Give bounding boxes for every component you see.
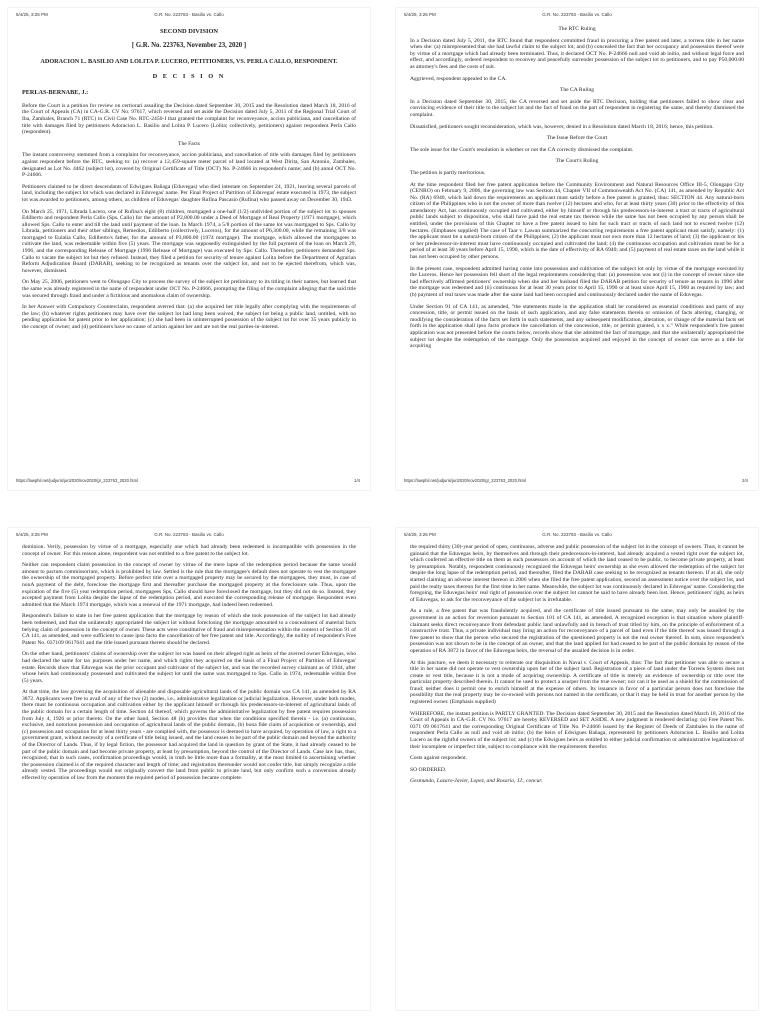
section-heading-rtc: The RTC Ruling (558, 26, 596, 32)
header-title: G.R. No. 223763 - Basilio vs. Callo (542, 12, 612, 17)
section-heading-issue: The Issue Before the Court (546, 135, 608, 142)
paragraph: At the time respondent filed her free patent application before the Community Environment and Natural Resources Office III-5, Olongapo City (CENRO) on February 9, 2006, the governing law was Section 44, Chapter VII of Commonwealth Act No. (CA) 141, as amended by Republic Act No. (RA) 6940, which laid down the requirements an applicant must satisfy before a free patent is granted, thus: SECTION 44. Any natural-born citizen of the Philippines who is not the owner of more than twelve (12) hectares and who, for at least thirty years (30) prior to the effectivity of this amendatory Act, has continuously occupied and cultivated, either by himself or through his predecessors-in-interest a tract or tracts of agricultural public lands subject to disposition, who shall have paid the real estate tax thereon while the same has not been occupied by any person shall be entitled, under the provisions of this Chapter to have a free patent issued to him for such tract or tracts of such land not to exceed twelve (12) hectares. (Emphases supplied) The case of Taar v. Lawan summarized the concurring requirements a free patent applicant must satisfy, namely: (1) the applicant must be a natural-born citizen of the Philippines; (2) the applicant must not own more than 12 hectares of land; (3) the applicant or his or her predecessor-in-interest must have continuously occupied and cultivated the land; (4) the continuous occupation and cultivation must be for a period of at least 30 years before April 15, 1990, which is the date of effectivity of RA 6940; and (5) payment of real estate taxes on the land while it has not been occupied by other persons. (410, 181, 744, 261)
section-heading-facts: The Facts (178, 140, 200, 147)
page-body (410, 24, 744, 476)
concurrence: Gesmundo, Lazaro-Javier, Lopez, and Rosario, JJ., concur. (410, 778, 543, 785)
page-body (22, 544, 356, 996)
paragraph: WHEREFORE, the instant petition is PARTLY GRANTED. The Decision dated September 30, 2015 and the Resolution dated March 18, 2016 of the Court of Appeals in CA-G.R. CV No. 97617 are hereby REVERSED and SET ASIDE. A new judgment is rendered declaring: (a) Free Patent No. 0371 09 0617641 and the corresponding Original Certificate of Title No. P-24666 issued by the Register of Deeds of Zambales in the name of respondent Perla Callo as null and void ab initio; (b) the heirs of Edwigues Bañaga, represented by petitioners Adoracion L. Basilio and Lolita Lucero as the rightful owners of the subject lot; and (c) the Edwigues heirs as entitled to either judicial confirmation or administrative legalization of their incomplete or imperfect title, subject to compliance with the requirements therefor. (410, 710, 745, 750)
footer-url[interactable]: https://lawphil.net/judjuris/juri2020/nov2020/gr_223763_2020.html (16, 478, 138, 483)
footer-url[interactable]: https://lawphil.net/judjuris/juri2020/nov2020/gr_223763_2020.html (404, 478, 526, 483)
header-title: G.R. No. 223763 - Basilio vs. Callo (542, 532, 612, 537)
paragraph: The instant controversy stemmed from a complaint for reconveyance, accion publiciana, and cancellation of title with damages filed by petitioners against respondent before the RTC, seeking to: (a) recover a 12,459-square meter parcel of land located at West Dirita, San Antonio, Zambales, designated as Lot No. 4462 (subject lot), covered by Original Certificate of Title (OCT) No. P-24666 in respondent's name; and (b) annul OCT No. P-24666. (22, 152, 356, 179)
paragraph: Petitioners claimed to be direct descendants of Edwigues Bañaga (Eduvegas) who died intestate on September 24, 1921, leaving several parcels of land, including the subject lot which was declared in Eduvegas' name. Per Final Project of Partition of Eduvegas' estate executed in 1973, the subject lot was awarded to petitioners, among others, as children of Eduvegas' daughter Rufina Pascasio (Rufina) who passed away on December 30, 1943. (22, 183, 356, 203)
paragraph: At this juncture, we deem it necessary to reiterate our disquisition in Naval v. Court of Appeals, thus: The fact that petitioner was able to secure a title in her name did not operate to vest ownership upon her of the subject land. Registration of a piece of land under the Torrens System does not create or vest title, because it is not a mode of acquiring ownership. A certificate of title is merely an evidence of ownership or title over the particular property described therein. It cannot be used to protect a usurper from the true owner; nor can it be used as a shield for the commission of fraud; neither does it permit one to enrich himself at the expense of others. Its issuance in favor of a particular person does not foreclose the possibility that the real property may be co-owned with persons not named in the certificate, or that it may be held in trust for another person by the registered owner. (Emphasis supplied) (410, 659, 744, 706)
paragraph: Dissatisfied, petitioners sought reconsideration, which was, however, denied in a Resolution dated March 18, 2016; hence, this petition. (410, 123, 714, 130)
document-page-1 (8, 8, 370, 490)
document-page-2 (396, 8, 758, 490)
header-timestamp: 5/4/25, 3:25 PM (404, 532, 436, 537)
paragraph: On March 25, 1971, Librada Lucero, one of Rufina's eight (8) children, mortgaged a one-half (1/2) undivided portion of the subject lot to spouses Edilberto and respondent Perla Callo (Sps. Callo) for the amount of P2,800.00 under a Deed of Mortgage of Real Property (1971 mortgage), which allowed Sps. Callo to enter and till the land until payment of the loan. In March 1974, a 5/8 portion of the same lot was mortgaged to Sps. Callo by Librada, petitioners and their other siblings, Remedios, Edilberto (collectively, Luceros), for the amount of P6,300.00, while the remaining 3/8 was mortgaged to Eulalia Callo, Edilberto's father, for the amount of P3,800.00 (1974 mortgage). The mortgage, which allowed the mortgagees to cultivate the land, was redeemable within five (5) years. The mortgage was supposedly extinguished by the full payment of the loan on March 29, 1996, and the corresponding Release of Mortgage (1996 Release of Mortgage) was executed by Sps. Callo. Thereafter, petitioners demanded Sps. Callo to vacate the subject lot but they refused. Instead, they filed a petition for security of tenure against Lolita before the Department of Agrarian Reform Adjudication Board (DARAB), seeking to be recognized as tenants over the subject lot, and not to be ejected therefrom, which was, however, dismissed. (22, 208, 356, 274)
section-heading-court: The Court's Ruling (555, 158, 599, 165)
page-body (22, 24, 356, 476)
page-footer (396, 478, 758, 486)
division-heading: SECOND DIVISION (159, 28, 219, 35)
page-footer (8, 478, 370, 486)
header-title: G.R. No. 223763 - Basilio vs. Callo (154, 532, 224, 537)
paragraph: At that time, the law governing the acquisition of alienable and disposable agricultural lands of the public domain was CA 141, as amended by RA 3872. Applicants were free to avail of any of the two (2) modes, i.e., administrative legalization or judicial legalization. However, under both modes, there must be continuous occupation and cultivation either by the applicant himself or through his predecessors-in-interest of agricultural lands of the public domain for a certain length of time. Section 44 thereof, which governs the administrative legalization by free patent requires possession from July 4, 1926 or prior thereto. On the other hand, Section 48 (b) provides that when the conditions specified therein - i.e. (a) continuous, exclusive, and notorious possession and occupation of agricultural lands of the public domain, (b) bona fide claim of acquisition or ownership, and (c) possession and occupation for at least thirty years - are complied with, the possessor is deemed to have acquired, by operation of law, a right to a government grant, without necessity of a certificate of title being issued, and the land ceases to be part of the public domain and beyond the authority of the Director of Lands. Thus, if by legal fiction, the possessor had acquired the land in question by grant of the State, it had already ceased to be part of the public domain and had become private property, at least by presumption, beyond the control of the Director of Lands. Case law has, thus, recognized, that in such cases, confirmation proceedings would, in truth be little more than a formality, at the most limited to ascertaining whether the possession claimed is of the required character and length of time; and registration thereunder would not confer title, but simply recognize a title already vested. The proceedings would not originally convert the land from public to private land, but only confirm such a conversion already effected by operation of law from the moment the required period of possession became complete. (22, 689, 356, 781)
paragraph: On May 25, 2006, petitioners went to Olongapo City to process the survey of the subject lot preliminary to its titling in their names, but learned that the same was already registered in the name of respondent under OCT No. P-24666, prompting the filing of the complaint alleging that the said title was secured through fraud and under a fictitious and anomalous claim of ownership. (22, 279, 356, 299)
header-timestamp: 5/4/25, 3:25 PM (16, 12, 48, 17)
document-page-3 (8, 528, 370, 1010)
paragraph: Aggrieved, respondent appealed to the CA. (410, 75, 507, 82)
paragraph: The sole issue for the Court's resolution is whether or not the CA correctly dismissed the complaint. (410, 146, 634, 153)
paragraph: On the other hand, petitioners' claims of ownership over the subject lot was based on their alleged right as heirs of the averred owner Eduvegas, who had declared the same for tax purposes under her name, and which rights they acquired on the basis of a Final Project of Partition of Eduvegas' estate. Records show that Eduvegas was the prior occupant and cultivator of the subject lot, and was the recorded survey claimant as of 1944, after whose heirs had continuously possessed and cultivated the subject lot until the same was mortgaged to Sps. Callo in 1974, redeemable within five (5) years. (22, 651, 356, 684)
paragraph: dominion. Verily, possession by virtue of a mortgage, especially one which had already been redeemed is incompatible with possession in the concept of owner. For this reason alone, respondent was not entitled to a free patent to the subject lot. (22, 544, 356, 557)
paragraph: Under Section 91 of CA 141, as amended, "the statements made in the application shall be considered as essential conditions and parts of any concession, title, or permit issued on the basis of such application, and any false statements therein or omission of facts altering, changing, or modifying the consideration of the facts set forth in such statements, and any subsequent modification, alteration, or change of the material facts set forth in the application shall ipso facto produce the cancellation of the concession, title, or permit granted, x x x." While respondent's free patent application was not presented before the courts below, records show that she admitted the fact of mortgage, and that she unilaterally appropriated the subject lot despite the redemption of the mortgage. Only the possession acquired and enjoyed in the concept of owner can serve as a title for acquiring (410, 303, 744, 350)
header-timestamp: 5/4/25, 3:25 PM (404, 12, 436, 17)
case-parties: ADORACION L. BASILIO AND LOLITA P. LUCERO, PETITIONERS, VS. PERLA CALLO, RESPONDENT. (40, 58, 338, 66)
ponente: PERLAS-BERNABE, J.: (22, 89, 89, 97)
section-heading-ca: The CA Ruling (559, 87, 595, 94)
page-header (396, 12, 758, 21)
paragraph: Respondent's failure to state in her free patent application that the mortgage by reason of which she took possession of the subject lot had already been redeemed, and that she unilaterally appropriated the subject lot without foreclosing the mortgage amounted to a concealment of material facts belying claim of possession in the concept of owner. These acts were constitutive of fraud and misrepresentation within the context of Section 91 of CA 141, as amended, and were sufficient to cause ipso facto the cancellation of her free patent and title. Accordingly, the nullity of respondent's Free Patent No. 037109 0617641 and the title issued pursuant thereto should be declared. (22, 613, 356, 646)
paragraph: The petition is partly meritorious. (410, 169, 486, 176)
paragraph: In the present case, respondent admitted having come into possession and cultivation of the subject lot only by virtue of the mortgage executed by the Luceros. Hence her possession fell short of the legal requirements considering that: (a) possession was not (i) in the concept of owner since she had effectively affirmed petitioners' ownership when she and her husband filed the DARAB petition for security of tenure as tenants in 1996 after the mortgage was redeemed and (ii) continuous for at least 30 years prior to April 15, 1990 or at least since April 15, 1960 as required by law; and (b) payment of real taxes was made after the same land had been occupied and continuously declared under the name of Eduvegas. (410, 265, 744, 298)
paragraph: In a Decision dated July 5, 2011, the RTC found that respondent committed fraud in procuring a free patent and later, a torrens title in her name when she: (a) misrepresented that she had lawful claim to the subject lot; and (b) concealed the fact that her occupancy and possession thereof were by virtue of a mortgage which had already been terminated. Thus, it declared OCT No. P-24666 null and void ab initio, and without legal force and effect, and accordingly, ordered respondent to reconvey and peacefully surrender possession of the subject lot to petitioners, and to pay P50,000.00 as attorney's fees and the costs of suit. (410, 37, 744, 70)
header-title: G.R. No. 223763 - Basilio vs. Callo (154, 12, 224, 17)
paragraph: As a rule, a free patent that was fraudulently acquired, and the certificate of title issued pursuant to the same, may only be assailed by the government in an action for reversion pursuant to Section 101 of CA 141, as amended. A recognized exception is that situation where plaintiff-claimant seeks direct reconveyance from defendant public land unlawfully and in breach of trust titled by him, on the principle of enforcement of a constructive trust. Thus, a private individual may bring an action for reconveyance of a parcel of land even if the title thereof was issued through a free patent to show that the person who secured the registration of the questioned property is not the real owner thereof. In sum, since respondent's possession was not shown to be in the concept of an owner, and that the land applied for had ceased to be part of the public domain by reason of the operation of RA 3872 in favor of the Eduvegas heirs, the reversal of the assailed decision is in order. (410, 608, 744, 654)
paragraph: SO ORDERED. (410, 766, 447, 773)
paragraph: Neither can respondent claim possession in the concept of owner by virtue of the mere lapse of the redemption period because the same would amount to pactum commissorium, which is prohibited by law. Settled is the rule that the mortgagee's default does not operate to vest the mortgagee the ownership of the mortgaged property. Before perfect title over a mortgaged property may be secured by the mortgagees, they must, in case of nonA payment of the debt, foreclose the mortgage first and thereafter purchase the mortgaged property at the foreclosure sale. Thus, upon the expiration of the five (5) year redemption period, mortgagees Sps. Callo should have foreclosed the mortgage, but they did not do so. Instead, they accepted payment from Lolita despite the lapse of the redemption period, and executed the corresponding release of mortgage. Respondent even admitted that the March 1974 mortgage, which was a renewal of the 1971 mortgage, had indeed been redeemed. (22, 562, 356, 608)
paragraph: In a Decision dated September 30, 2015, the CA reversed and set aside the RTC Decision, holding that petitioners failed to show clear and convincing evidence of their title to the subject lot and the fact of fraud on the part of respondent in registering the same, and thereby dismissed the complaint. (410, 98, 744, 118)
case-number: [ G.R. No. 223763, November 23, 2020 ] (131, 41, 247, 49)
header-timestamp: 5/4/25, 3:25 PM (16, 532, 48, 537)
page-header (8, 12, 370, 21)
page-number: 1/4 (354, 478, 360, 483)
paragraph: Before the Court is a petition for review on certiorari assailing the Decision dated September 30, 2015 and the Resolution dated March 18, 2016 of the Court of Appeals (CA) in CA-G.R. CV No. 97617, which reversed and set aside the Decision dated July 5, 2011 of the Regional Trial Court of Iba, Zambales, Branch 71 (RTC) in Civil Case No. RTC-2450-I that granted the complaint for reconveyance, accion publiciana, and cancellation of title with damages filed by petitioners Adoracion L. Basilio and Lolita P. Lucero (Lolita; collectively, petitioners) against respondent Perla Callo (respondent). (22, 102, 356, 136)
page-header (8, 532, 370, 541)
page-body (410, 544, 744, 996)
paragraph: In her Answer with Compulsory Counterclaim, respondent averred that: (a) she acquired her title legally after complying with the requirements of the law; (b) whatever rights petitioners may have over the subject lot had long been waived, the subject lot being a public land, untitled, with no pending application for patent prior to her application; (c) she had been in uninterrupted possession of the subject lot for over 35 years publicly in the concept of owner; and (d) petitioners have no cause of action against her and are not the real parties-in-interest. (22, 304, 356, 330)
paragraph: Costs against respondent. (410, 755, 468, 762)
page-header (396, 532, 758, 541)
page-number: 2/4 (742, 478, 748, 483)
decision-heading: D E C I S I O N (152, 72, 226, 80)
paragraph: the required thirty (30)-year period of open, continuous, adverse and public possession of the subject lot in the concept of owners. Thus, it cannot be gainsaid that the Eduvegas heirs, by themselves and through their predecessors-in-interest, had already acquired a vested right over the subject lot, which conferred an effective title on them as such possessors on account of which the land ceased to be public, to become private property, at least by presumption. Notably, respondent continuously recognized the Eduvegas heirs' ownership as she even allowed the redemption of the subject lot despite the long lapse of the redemption period, and thereafter, filed the DARAB case seeking to be recognized as tenants thereon. If at all, she only started claiming an adverse interest thereon in 2006 when she filed the free patent application, second an assessment notice over the subject lot, and paid the realty taxes thereon for the first time in her name. Meanwhile, the subject lot was continuously declared in Eduvegas' name. Considering the foregoing, the Eduvegas heirs' real right of possession over the subject lot cannot be said to have already been lost. Hence, petitioners' right, as heirs of Eduvegas, to ask for the reconveyance of the subject lot is irrefutable. (410, 544, 744, 603)
document-page-4 (396, 528, 758, 1010)
